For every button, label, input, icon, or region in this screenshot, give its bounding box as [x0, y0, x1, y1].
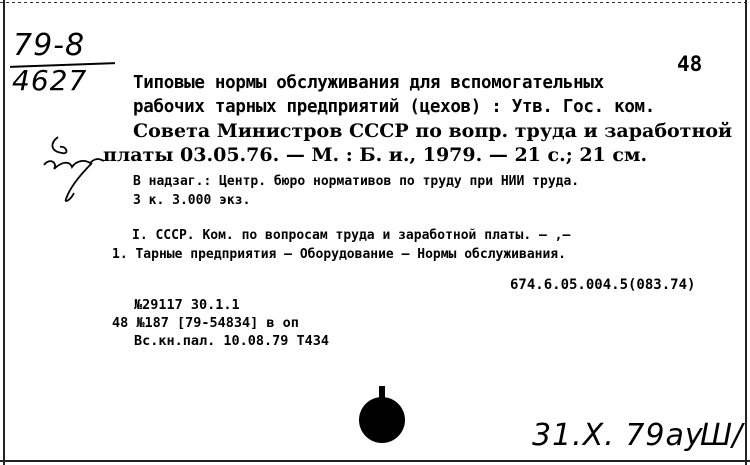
title-line: Типовые нормы обслуживания для вспомогательных: [133, 73, 604, 93]
bibliographic-record-numbers: [112, 296, 329, 350]
udc-classification: 674.6.05.004.5(083.74): [510, 277, 696, 293]
card-border-left: [3, 0, 5, 465]
title-line: рабочих тарных предприятий (цехов) : Утв. Гос. ком.: [133, 97, 656, 117]
subject-headings: [112, 226, 570, 264]
title-line: Совета Министров СССР по вопр. труда и заработной: [133, 120, 733, 142]
publication-notes: [133, 172, 579, 210]
handwritten-call-number-top: 79-8: [13, 28, 86, 63]
record-line: №29117 30.1.1: [134, 297, 240, 313]
record-line: Вс.кн.пал. 10.08.79 Т434: [134, 333, 330, 349]
page-number: 48: [677, 52, 703, 76]
handwritten-date: 31.X. 79ay: [532, 418, 704, 453]
title-line: платы 03.05.76. — М. : Б. и., 1979. — 21 с.; 21 см.: [103, 144, 648, 166]
bibliographic-title: [103, 71, 733, 167]
subject-line: I. СССР. Ком. по вопросам труда и заработной платы. — ,—: [132, 228, 571, 243]
handwritten-signature: [40, 135, 110, 205]
card-border-top: [0, 2, 750, 3]
subject-line: 1. Тарные предприятия — Оборудование — Нормы обслуживания.: [112, 247, 566, 262]
card-border-right: [745, 0, 747, 465]
handwritten-initials: Ш/: [700, 418, 743, 453]
handwritten-call-number-bottom: 4627: [12, 64, 88, 97]
note-line: В надзаг.: Центр. бюро нормативов по труду при НИИ труда.: [133, 174, 580, 189]
record-line: 48 №187 [79-54834] в оп: [112, 315, 299, 331]
card-punch-hole: [358, 386, 406, 444]
card-border-bottom: [0, 460, 750, 462]
note-line: 3 к. 3.000 экз.: [133, 193, 251, 208]
